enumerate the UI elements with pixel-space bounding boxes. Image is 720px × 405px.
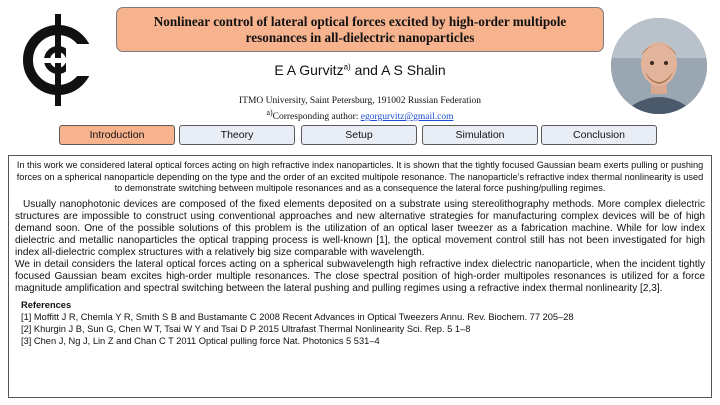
intro-paragraph-1: Usually nanophotonic devices are composed of the fixed elements deposited on a substrate using stereolithography methods. More complex dielectric structures are impossible to construct using conventional approaches and new alternative strategies for manufacturing complex devices will be of high demand soon. One of the possible solutions of this problem is the utilization of an optical laser tweezer as a fabrication machine. While for low index dielectric and metallic nanoparticles the optical trapping process is well-known [1], the optical movement control still has not been investigated for high index all-dielectric complex structures with a relatively big size comparable with wavelength. xyxy=(15,198,705,259)
abstract-text: In this work we considered lateral optical forces acting on high refractive index nanoparticles. It is shown that the tightly focused Gaussian beam exerts pulling or pushing forces on a spherical nanoparticle depending on the type and the order of an excited multipole resonance. The nanoparticle's refractive index thermal nonlinearity is used to demonstrate switching between multipole resonances and as a consequence the lateral force pushing/pulling regimes. xyxy=(16,160,704,194)
author-photo-image xyxy=(611,18,707,114)
section-tabs xyxy=(59,125,681,147)
references-heading: References xyxy=(21,299,72,310)
content-panel xyxy=(8,155,712,398)
references-block xyxy=(15,299,705,347)
poster-title: Nonlinear control of lateral optical forces excited by high-order multipole resonances in all-dielectric nanoparticles xyxy=(116,7,604,52)
author-1-sup: a) xyxy=(343,62,351,72)
reference-item: [1] Moffitt J R, Chemla Y R, Smith S B and Bustamante C 2008 Recent Advances in Optical Tweezers Annu. Rev. Biochem. 77 205–28 xyxy=(21,311,574,322)
affiliation-block xyxy=(180,95,540,123)
tab-theory[interactable]: Theory xyxy=(179,125,295,145)
corresponding-label: Corresponding author: xyxy=(272,112,361,123)
corresponding-line xyxy=(180,107,540,123)
reference-item: [2] Khurgin J B, Sun G, Chen W T, Tsai W Y and Tsai D P 2015 Ultrafast Thermal Nonlinearity Sci. Rep. 5 1–8 xyxy=(21,323,471,334)
author-2: and A S Shalin xyxy=(350,62,446,78)
reference-item: [3] Chen J, Ng J, Lin Z and Chan C T 2011 Optical pulling force Nat. Photonics 5 531–4 xyxy=(21,335,380,346)
author-photo xyxy=(611,18,707,114)
authors-line xyxy=(200,62,520,78)
affiliation: ITMO University, Saint Petersburg, 191002 Russian Federation xyxy=(239,96,481,106)
author-1: E A Gurvitz xyxy=(274,62,344,78)
itmo-logo-icon xyxy=(14,10,106,110)
tab-introduction[interactable]: Introduction xyxy=(59,125,175,145)
tab-setup[interactable]: Setup xyxy=(301,125,417,145)
tab-simulation[interactable]: Simulation xyxy=(422,125,538,145)
corresponding-sup: a) xyxy=(266,108,273,117)
email-link[interactable]: egorgurvitz@gmail.com xyxy=(360,112,454,123)
intro-paragraph-2: We in detail considers the lateral optical forces acting on a spherical subwavelength high refractive index dielectric nanoparticle, when the incident tightly focused Gaussian beam excites high-order multiple resonances. The close spectral position of high-order multipoles resonances is utilized for a force magnitude amplification and spectral switching between the lateral pushing and pulling regimes using a refractive index thermal nonlinearity [2,3]. xyxy=(15,259,705,295)
tab-conclusion[interactable]: Conclusion xyxy=(541,125,657,145)
